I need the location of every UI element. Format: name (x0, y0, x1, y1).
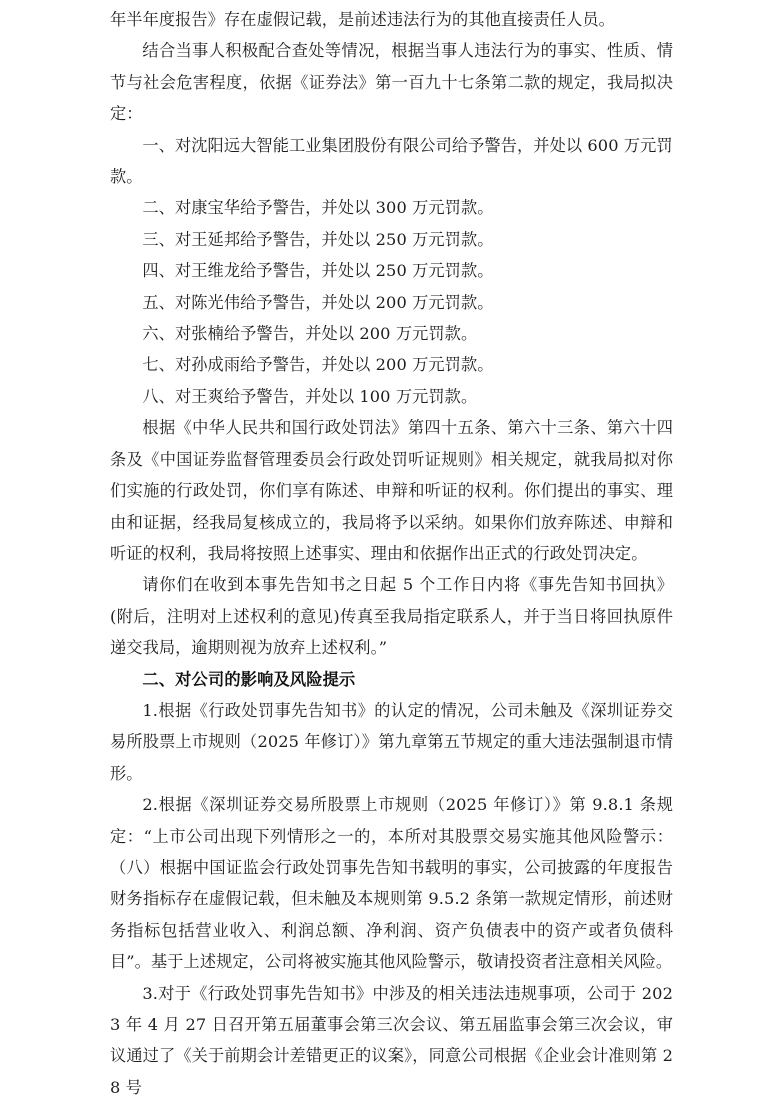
risk-item-2: 2.根据《深圳证券交易所股票上市规则（2025 年修订）》第 9.8.1 条规定：“上市公司出现下列情形之一的，本所对其股票交易实施其他风险警示：（八）根据中国证监会行政处罚事先告知书载明的事实，公司披露的年度报告财务指标存在虚假记载，但未触及本规则第 9.5.2 条第一款规定情形，前述财务指标包括营业收入、利润总额、净利润、资产负债表中的资产或者负债科目”。基于上述规定，公司将被实施其他风险警示，敬请投资者注意相关风险。 (110, 795, 673, 972)
paragraph-receipt-instructions: 请你们在收到本事先告知书之日起 5 个工作日内将《事先告知书回执》(附后，注明对上述权利的意见)传真至我局指定联系人，并于当日将回执原件递交我局，逾期则视为放弃上述权利。” (110, 575, 673, 658)
section-heading-impact-and-risk: 二、对公司的影响及风险提示 (142, 669, 356, 689)
paragraph-legal-rights: 根据《中华人民共和国行政处罚法》第四十五条、第六十三条、第六十四条及《中国证券监督管理委员会行政处罚听证规则》相关规定，就我局拟对你们实施的行政处罚，你们享有陈述、申辩和听证的权利。你们提出的事实、理由和证据，经我局复核成立的，我局将予以采纳。如果你们放弃陈述、申辩和听证的权利，我局将按照上述事实、理由和依据作出正式的行政处罚决定。 (110, 418, 673, 563)
paragraph-continuation: 年半年度报告》存在虚假记载，是前述违法行为的其他直接责任人员。 (110, 10, 615, 29)
penalty-item-5: 五、对陈光伟给予警告，并处以 200 万元罚款。 (142, 292, 494, 312)
risk-item-3: 3.对于《行政处罚事先告知书》中涉及的相关违法违规事项，公司于 2023 年 4 月 27 日召开第五届董事会第三次会议、第五届监事会第三次会议，审议通过了《关于前期会计差错更正的议案》，同意公司根据《企业会计准则第 28 号 (110, 983, 673, 1097)
risk-item-1: 1.根据《行政处罚事先告知书》的认定的情况，公司未触及《深圳证券交易所股票上市规则（2025 年修订）》第九章第五节规定的重大违法强制退市情形。 (110, 700, 673, 783)
penalty-item-3: 三、对王延邦给予警告，并处以 250 万元罚款。 (142, 229, 494, 249)
paragraph-penalty-summary: 结合当事人积极配合查处等情况，根据当事人违法行为的事实、性质、情节与社会危害程度，依据《证券法》第一百九十七条第二款的规定，我局拟决定： (110, 41, 673, 124)
penalty-item-1: 一、对沈阳远大智能工业集团股份有限公司给予警告，并处以 600 万元罚款。 (110, 135, 673, 187)
penalty-item-7: 七、对孙成雨给予警告，并处以 200 万元罚款。 (142, 355, 494, 375)
penalty-item-8: 八、对王爽给予警告，并处以 100 万元罚款。 (142, 386, 478, 406)
penalty-item-4: 四、对王维龙给予警告，并处以 250 万元罚款。 (142, 261, 494, 281)
document-body (110, 4, 673, 1103)
penalty-item-6: 六、对张楠给予警告，并处以 200 万元罚款。 (142, 324, 478, 344)
penalty-item-2: 二、对康宝华给予警告，并处以 300 万元罚款。 (142, 198, 494, 218)
